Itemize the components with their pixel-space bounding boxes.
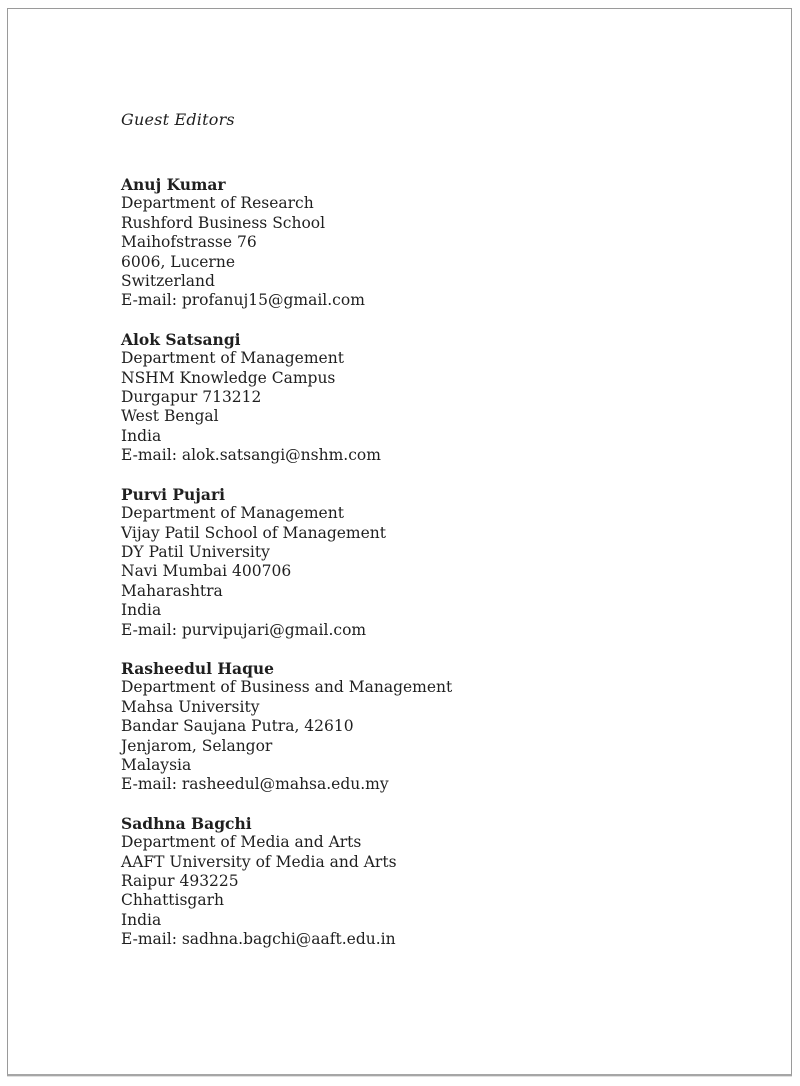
editor-email-line: E-mail: sadhna.bagchi@aaft.edu.in (121, 930, 396, 949)
editor-address-line: Department of Management (121, 504, 344, 523)
editor-address-line: Rushford Business School (121, 213, 326, 232)
editor-email-line: E-mail: alok.satsangi@nshm.com (121, 446, 381, 465)
editor-address-line: West Bengal (121, 407, 219, 426)
editor-address-line: Raipur 493225 (121, 872, 239, 890)
editor-name: Alok Satsangi (121, 329, 241, 349)
editor-address-line: DY Patil University (121, 542, 270, 561)
editor-address-line: Department of Management (121, 349, 344, 368)
editor-address-line: Maharashtra (121, 581, 223, 600)
editor-block (121, 659, 681, 795)
editor-address-line: Department of Business and Management (121, 678, 453, 697)
editor-address-line: Malaysia (121, 755, 192, 774)
section-title: Guest Editors (121, 110, 235, 129)
editor-address-line: Department of Research (121, 194, 314, 213)
editor-address-line: India (121, 426, 162, 445)
editor-address-line: Department of Media and Arts (121, 833, 362, 852)
editor-address-line: Durgapur 713212 (121, 388, 262, 407)
editor-block (121, 175, 681, 311)
editor-block (121, 330, 681, 466)
editor-email-line: E-mail: purvipujari@gmail.com (121, 620, 367, 639)
editor-name: Rasheedul Haque (121, 658, 275, 678)
editor-address-line: Vijay Patil School of Management (121, 523, 386, 542)
editor-address-line: Mahsa University (121, 697, 260, 716)
editor-name: Purvi Pujari (121, 484, 226, 504)
editor-address-line: NSHM Knowledge Campus (121, 368, 336, 387)
editor-address-line: Chhattisgarh (121, 891, 224, 910)
editor-address-line: Navi Mumbai 400706 (121, 562, 292, 581)
editor-block (121, 814, 681, 950)
editor-address-line: Switzerland (121, 272, 215, 291)
editor-address-line: 6006, Lucerne (121, 252, 235, 271)
editor-address-line: Jenjarom, Selangor (121, 736, 273, 755)
page-content (121, 110, 681, 969)
editor-address-line: India (121, 910, 162, 929)
editor-address-line: India (121, 601, 162, 620)
editor-email-line: E-mail: profanuj15@gmail.com (121, 291, 365, 310)
editor-address-line: AAFT University of Media and Arts (121, 852, 397, 871)
editor-address-line: Maihofstrasse 76 (121, 233, 257, 252)
editor-address-line: Bandar Saujana Putra, 42610 (121, 717, 354, 736)
editor-block (121, 485, 681, 640)
editor-name: Anuj Kumar (121, 175, 226, 194)
editor-name: Sadhna Bagchi (121, 813, 252, 833)
editor-email-line: E-mail: rasheedul@mahsa.edu.my (121, 775, 389, 794)
